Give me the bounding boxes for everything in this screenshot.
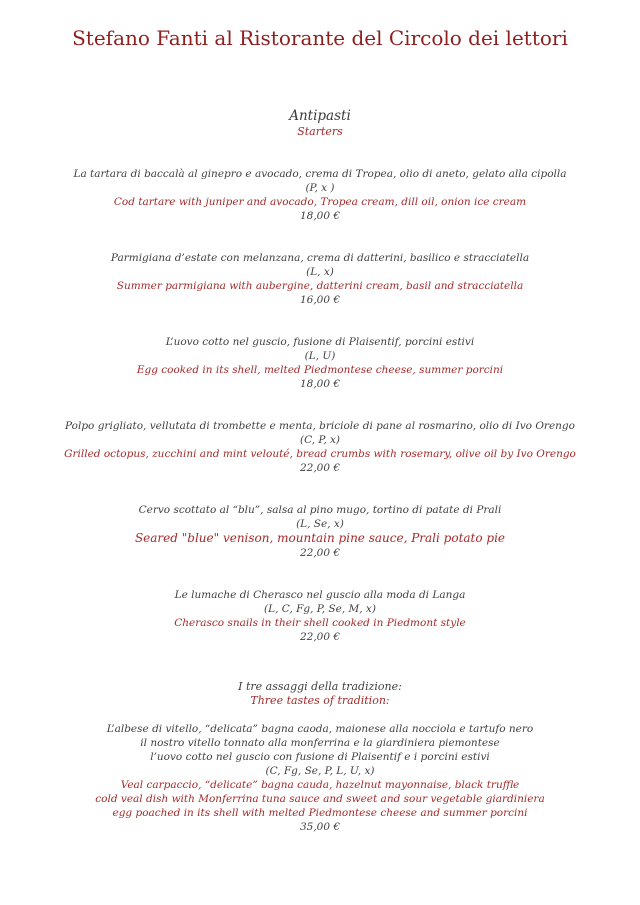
section-title-english: Starters — [297, 125, 343, 138]
dish-name-italian-line: l’uovo cotto nel guscio con fusione di Plaisentif e i porcini estivi — [150, 751, 490, 763]
section-title-italian: Antipasti — [289, 108, 351, 124]
dish-name-english: Grilled octopus, zucchini and mint velouté, bread crumbs with rosemary, olive oil by Ivo Orengo — [64, 448, 576, 460]
dish-name-english: Egg cooked in its shell, melted Piedmontese cheese, summer porcini — [136, 364, 504, 376]
dish-name-italian-line: il nostro vitello tonnato alla monferrina e la giardiniera piemontese — [140, 737, 500, 749]
tradition-tasting-block — [0, 680, 640, 834]
dish-name-italian: Parmigiana d’estate con melanzana, crema di datterini, basilico e stracciatella — [110, 252, 530, 264]
dish-name-italian: L’uovo cotto nel guscio, fusione di Plaisentif, porcini estivi — [165, 336, 475, 348]
allergen-codes: (C, Fg, Se, P, L, U, x) — [265, 765, 375, 777]
dish-price: 16,00 € — [299, 294, 341, 306]
dish-name-english: Seared "blue" venison, mountain pine sauce, Prali potato pie — [134, 531, 506, 545]
allergen-codes: (P, x ) — [305, 182, 335, 194]
menu-item — [0, 167, 640, 223]
allergen-codes: (L, x) — [306, 266, 334, 278]
dish-price: 22,00 € — [299, 631, 341, 643]
dish-name-english-line: cold veal dish with Monferrina tuna sauce and sweet and sour vegetable giardiniera — [95, 793, 545, 805]
dish-name-italian: Cervo scottato al “blu”, salsa al pino mugo, tortino di patate di Prali — [138, 504, 502, 516]
allergen-codes: (L, C, Fg, P, Se, M, x) — [264, 603, 376, 615]
menu-item — [0, 251, 640, 307]
dish-price: 22,00 € — [299, 462, 341, 474]
dish-price: 18,00 € — [299, 378, 341, 390]
allergen-codes: (L, U) — [304, 350, 336, 362]
menu-item — [0, 335, 640, 391]
dish-name-english: Cherasco snails in their shell cooked in Piedmont style — [174, 617, 466, 629]
menu-items — [0, 167, 640, 644]
dish-price: 18,00 € — [299, 210, 341, 222]
dish-price: 22,00 € — [299, 547, 341, 559]
tradition-heading-italian: I tre assaggi della tradizione: — [238, 680, 402, 693]
dish-name-italian: La tartara di baccalà al ginepro e avocado, crema di Tropea, olio di aneto, gelato alla cipolla — [73, 168, 567, 180]
tradition-heading-english: Three tastes of tradition: — [250, 694, 390, 707]
menu-item — [0, 419, 640, 475]
menu-item — [0, 588, 640, 644]
dish-name-italian: Polpo grigliato, vellutata di trombette e menta, briciole di pane al rosmarino, olio di Ivo Orengo — [65, 420, 575, 432]
dish-name-english: Cod tartare with juniper and avocado, Tropea cream, dill oil, onion ice cream — [113, 196, 527, 208]
dish-price: 35,00 € — [299, 821, 341, 833]
dish-name-english: Summer parmigiana with aubergine, datterini cream, basil and stracciatella — [116, 280, 524, 292]
dish-name-italian-line: L’albese di vitello, “delicata” bagna caoda, maionese alla nocciola e tartufo nero — [106, 723, 534, 735]
section-heading — [0, 108, 640, 139]
dish-name-italian: Le lumache di Cherasco nel guscio alla moda di Langa — [174, 589, 466, 601]
page-title: Stefano Fanti al Ristorante del Circolo dei lettori — [72, 26, 568, 50]
dish-name-english-line: egg poached in its shell with melted Piedmontese cheese and summer porcini — [112, 807, 528, 819]
allergen-codes: (L, Se, x) — [296, 518, 344, 530]
dish-name-english-line: Veal carpaccio, “delicate” bagna cauda, hazelnut mayonnaise, black truffle — [120, 779, 520, 791]
tradition-item — [0, 722, 640, 834]
allergen-codes: (C, P, x) — [299, 434, 341, 446]
menu-item — [0, 503, 640, 560]
